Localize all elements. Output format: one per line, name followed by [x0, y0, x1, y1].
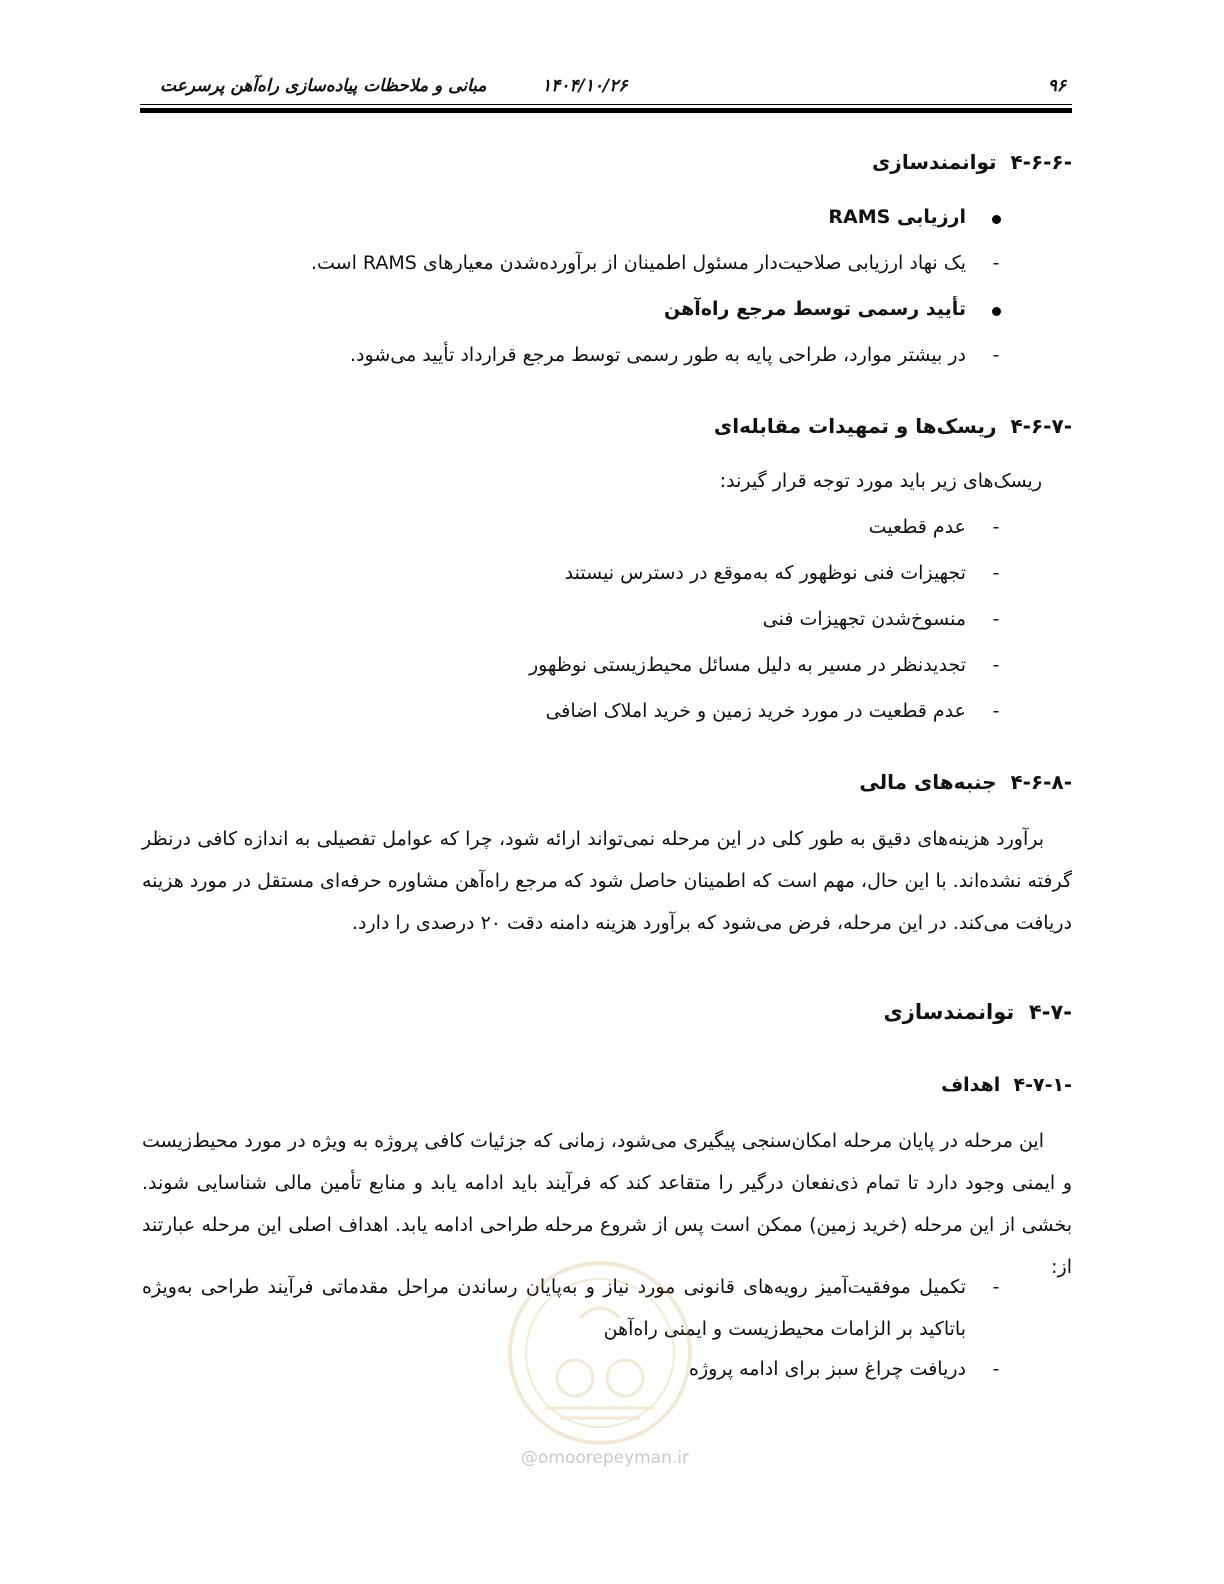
heading-4-7	[152, 1000, 1072, 1024]
bullet-dot-icon	[992, 307, 1001, 316]
section-number: ۴-۶-۸-	[1010, 770, 1072, 794]
document-page: ۹۶ ۱۴۰۴/۱۰/۲۶ مبانی و ملاحظات پیاده‌سازی راه‌آهن پرسرعت ۴-۶-۶- توانمندسازی ارزیابی RAMS - یک نهاد ارزیابی صلاحیت‌دار مسئول اطمینان از برآورده‌شدن معیارهای RAMS است. تأیید رسمی توسط مرجع راه‌آهن - در بیشتر موارد، طراحی پایه به طور رسمی توسط مرجع قرارداد تأیید می‌شود. ۴-۶-۷- ریسک‌ها و تمهیدات مقابله‌ای ریسک‌های زیر باید مورد توجه قرار گیرند: - عدم قطعیت - تجهیزات فنی نوظهور که به‌موقع در دسترس نیستند - منسوخ‌شدن تجهیزات فنی - تجدیدنظر در مسیر به دلیل مسائل محیط‌زیستی نوظهور - عدم قطعیت در مورد خرید زمین و خرید املاک اضافی ۴-۶-۸- جنبه‌های مالی برآورد هزینه‌های دقیق به طور کلی در این مرحله نمی‌تواند ارائه شود، چرا که عوامل تفصیلی به اندازه کافی درنظر گرفته نشده‌اند. با این حال، مهم است که اطمینان حاصل شود که مرجع راه‌آهن مشاوره حرفه‌ای مستقل در مورد هزینه دریافت می‌کند. در این مرحله، فرض می‌شود که برآورد هزینه دامنه دقت ۲۰ درصدی را دارد. ۴-۷- توانمندسازی ۴-۷-۱- اهداف این مرحله در پایان مرحله امکان‌سنجی پیگیری می‌شود، زمانی که جزئیات کافی پروژه به ویژه در مورد محیط‌زیست و ایمنی وجود دارد تا تمام ذی‌نفعان درگیر را متقاعد کند که فرآیند باید ادامه یابد و منابع تأمین مالی شناسایی شوند. بخشی از این مرحله (خرید زمین) ممکن است پس از شروع مرحله طراحی ادامه یابد. اهداف اصلی این مرحله عبارتند از: - تکمیل موفقیت‌آمیز رویه‌های قانونی مورد نیاز و به‌پایان رساندن مراحل مقدماتی فرآیند طراحی به‌ویژه باتاکید بر الزامات محیط‌زیست و ایمنی راه‌آهن - دریافت چراغ سبز برای ادامه پروژه @omoorepeyman.ir	[142, 76, 1072, 1468]
dash-marker: -	[992, 344, 1000, 366]
running-header	[142, 74, 1072, 104]
header-rule-thick	[140, 108, 1072, 113]
bullet-dot-icon	[992, 215, 1001, 224]
section-title: ریسک‌ها و تمهیدات مقابله‌ای	[713, 414, 997, 438]
page-number: ۹۶	[1047, 76, 1066, 96]
section-title: اهداف	[941, 1074, 1001, 1096]
dash-marker: -	[992, 1276, 1000, 1298]
section-title: توانمندسازی	[883, 1000, 1015, 1024]
header-date: ۱۴۰۴/۱۰/۲۶	[542, 76, 628, 96]
heading-4-6-6	[152, 150, 1072, 174]
watermark-seal-icon	[505, 1258, 695, 1448]
heading-4-6-8	[152, 770, 1072, 794]
section-number: ۴-۷-۱-	[1013, 1074, 1072, 1096]
dash-marker: -	[992, 608, 1000, 630]
watermark-text: @omoorepeyman.ir	[520, 1448, 690, 1468]
dash-marker: -	[992, 1358, 1000, 1380]
dash-marker: -	[992, 252, 1000, 274]
section-number: ۴-۶-۶-	[1010, 150, 1072, 174]
risk-intro: ریسک‌های زیر باید مورد توجه قرار گیرند:	[719, 470, 1042, 492]
paragraph-text: این مرحله در پایان مرحله امکان‌سنجی پیگیری می‌شود، زمانی که جزئیات کافی پروژه به ویژه در مورد محیط‌زیست و ایمنی وجود دارد تا تمام ذی‌نفعان درگیر را متقاعد کند که فرآیند باید ادامه یابد و منابع تأمین مالی شناسایی شوند. بخشی از این مرحله (خرید زمین) ممکن است پس از شروع مرحله طراحی ادامه یابد. اهداف اصلی این مرحله عبارتند از:	[142, 1130, 1072, 1278]
heading-4-6-7	[152, 414, 1072, 438]
section-title: توانمندسازی	[871, 150, 997, 174]
section-number: ۴-۷-	[1028, 1000, 1072, 1024]
paragraph-text: برآورد هزینه‌های دقیق به طور کلی در این مرحله نمی‌تواند ارائه شود، چرا که عوامل تفصیلی به اندازه کافی درنظر گرفته نشده‌اند. با این حال، مهم است که اطمینان حاصل شود که مرجع راه‌آهن مشاوره حرفه‌ای مستقل در مورد هزینه دریافت می‌کند. در این مرحله، فرض می‌شود که برآورد هزینه دامنه دقت ۲۰ درصدی را دارد.	[142, 828, 1072, 934]
book-title: مبانی و ملاحظات پیاده‌سازی راه‌آهن پرسرعت	[160, 76, 487, 96]
section-title: جنبه‌های مالی	[859, 770, 997, 794]
financial-paragraph	[142, 818, 1072, 944]
dash-marker: -	[992, 654, 1000, 676]
dash-marker: -	[992, 562, 1000, 584]
dash-marker: -	[992, 516, 1000, 538]
header-rule-thin	[140, 104, 1072, 105]
section-number: ۴-۶-۷-	[1010, 414, 1072, 438]
heading-4-7-1	[152, 1074, 1072, 1096]
dash-marker: -	[992, 700, 1000, 722]
